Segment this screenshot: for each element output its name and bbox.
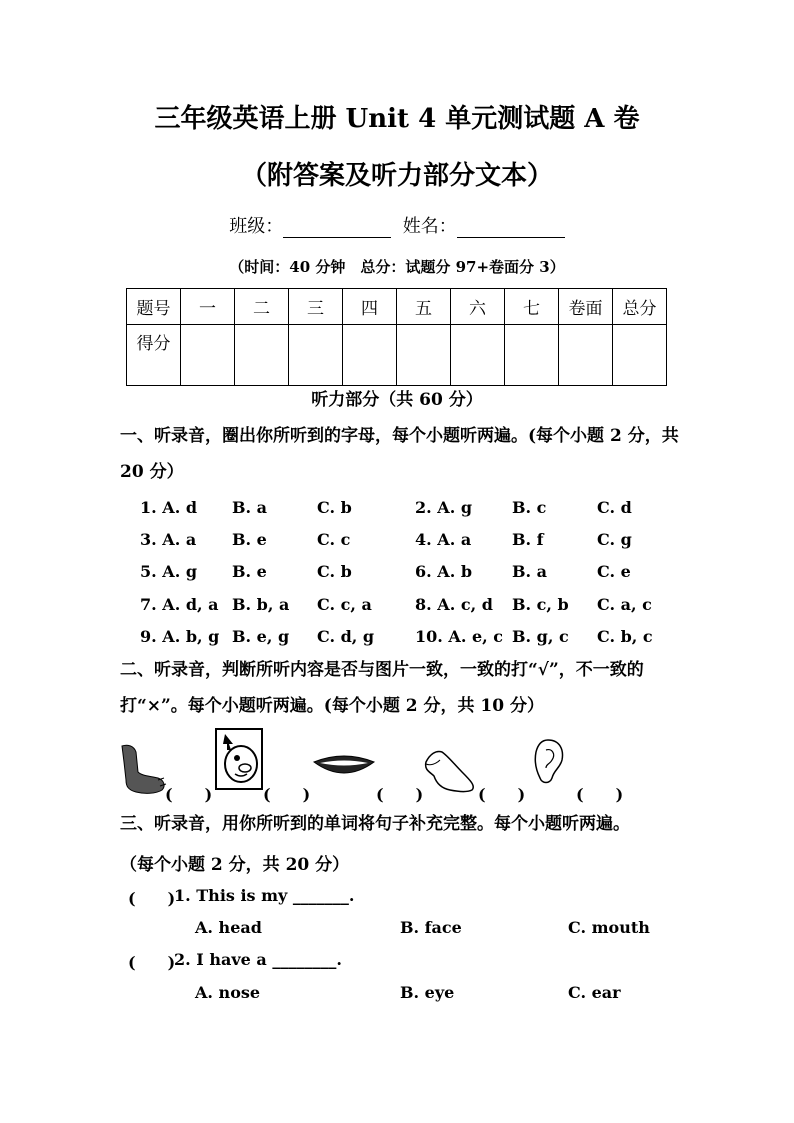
option-item: 3. A. a bbox=[140, 530, 197, 549]
question-2-text: 2. I have a ________. bbox=[174, 950, 342, 969]
option-item: B. g, c bbox=[512, 627, 569, 646]
option-item: B. eye bbox=[400, 983, 455, 1002]
option-item: 5. A. g bbox=[140, 562, 198, 581]
score-cell[interactable] bbox=[289, 325, 343, 386]
class-name-row bbox=[0, 212, 794, 238]
option-item: B. face bbox=[400, 918, 462, 937]
score-row-label: 得分 bbox=[127, 325, 181, 386]
option-item: A. head bbox=[195, 918, 262, 937]
option-item: B. f bbox=[512, 530, 544, 549]
option-item: 7. A. d, a bbox=[140, 595, 219, 614]
table-header-cell: 五 bbox=[397, 289, 451, 325]
table-header-cell: 总分 bbox=[613, 289, 667, 325]
table-header-cell: 六 bbox=[451, 289, 505, 325]
score-cell[interactable] bbox=[559, 325, 613, 386]
option-item: 6. A. b bbox=[415, 562, 473, 581]
answer-bracket[interactable]: ( ) bbox=[478, 785, 526, 804]
title-line-1: 三年级英语上册 Unit 4 单元测试题 A 卷 bbox=[154, 104, 640, 134]
option-item: 10. A. e, c bbox=[415, 627, 504, 646]
option-item: C. e bbox=[597, 562, 631, 581]
score-cell[interactable] bbox=[613, 325, 667, 386]
option-item: C. g bbox=[597, 530, 632, 549]
option-item: C. c bbox=[317, 530, 351, 549]
score-cell[interactable] bbox=[343, 325, 397, 386]
score-cell[interactable] bbox=[451, 325, 505, 386]
class-label: 班级： bbox=[229, 216, 284, 237]
table-header-cell: 一 bbox=[181, 289, 235, 325]
title-line-2: （附答案及听力部分文本） bbox=[240, 161, 553, 191]
option-item: B. c bbox=[512, 498, 547, 517]
option-item: C. mouth bbox=[568, 918, 650, 937]
score-table-header-row bbox=[127, 289, 667, 325]
section3-instruction: 三、听录音，用你所听到的单词将句子补充完整。每个小题听两遍。 bbox=[120, 814, 630, 834]
score-cell[interactable] bbox=[181, 325, 235, 386]
option-item: 9. A. b, g bbox=[140, 627, 220, 646]
option-item: B. a bbox=[232, 498, 268, 517]
listening-header: 听力部分（共 60 分） bbox=[311, 390, 483, 410]
table-header-cell: 题号 bbox=[127, 289, 181, 325]
option-item: B. e bbox=[232, 530, 267, 549]
table-header-cell: 七 bbox=[505, 289, 559, 325]
score-cell[interactable] bbox=[235, 325, 289, 386]
option-item: B. e, g bbox=[232, 627, 290, 646]
face-with-pointer-image bbox=[215, 728, 263, 790]
option-item: C. ear bbox=[568, 983, 621, 1002]
option-item: B. a bbox=[512, 562, 548, 581]
option-item: 2. A. g bbox=[415, 498, 473, 517]
option-item: B. c, b bbox=[512, 595, 569, 614]
question-1-bracket[interactable]: ( ) bbox=[128, 889, 176, 908]
table-header-cell: 四 bbox=[343, 289, 397, 325]
answer-bracket[interactable]: ( ) bbox=[165, 785, 213, 804]
option-item: 8. A. c, d bbox=[415, 595, 493, 614]
answer-bracket[interactable]: ( ) bbox=[263, 785, 311, 804]
table-header-cell: 卷面 bbox=[559, 289, 613, 325]
mouth-image bbox=[312, 752, 376, 782]
option-item: A. nose bbox=[195, 983, 261, 1002]
foot-image bbox=[118, 742, 168, 798]
answer-bracket[interactable]: ( ) bbox=[576, 785, 624, 804]
score-cell[interactable] bbox=[505, 325, 559, 386]
table-header-cell: 三 bbox=[289, 289, 343, 325]
section3-score-note: （每个小题 2 分，共 20 分） bbox=[120, 855, 350, 875]
option-item: C. d, g bbox=[317, 627, 375, 646]
option-item: C. d bbox=[597, 498, 632, 517]
option-item: B. b, a bbox=[232, 595, 290, 614]
option-item: C. c, a bbox=[317, 595, 372, 614]
score-table bbox=[126, 288, 667, 386]
option-item: B. e bbox=[232, 562, 267, 581]
option-item: 1. A. d bbox=[140, 498, 198, 517]
time-info: （时间：40 分钟 总分：试题分 97+卷面分 3） bbox=[229, 258, 565, 276]
option-item: C. b, c bbox=[597, 627, 653, 646]
table-header-cell: 二 bbox=[235, 289, 289, 325]
score-cell[interactable] bbox=[397, 325, 451, 386]
name-label: 姓名： bbox=[402, 216, 457, 237]
name-blank[interactable] bbox=[457, 221, 565, 238]
question-2-bracket[interactable]: ( ) bbox=[128, 953, 176, 972]
option-item: 4. A. a bbox=[415, 530, 472, 549]
section2-instruction: 二、听录音，判断所听内容是否与图片一致，一致的打“√”，不一致的打“×”。每个小题听两遍。(每个小题 2 分，共 10 分） bbox=[120, 660, 644, 716]
option-item: C. a, c bbox=[597, 595, 652, 614]
option-item: C. b bbox=[317, 498, 352, 517]
question-1-text: 1. This is my _______. bbox=[174, 886, 355, 905]
ear-image bbox=[530, 738, 566, 786]
class-blank[interactable] bbox=[283, 221, 391, 238]
nose-image bbox=[420, 742, 478, 794]
answer-bracket[interactable]: ( ) bbox=[376, 785, 424, 804]
section1-instruction: 一、听录音，圈出你所听到的字母，每个小题听两遍。(每个小题 2 分，共 20 分） bbox=[120, 426, 679, 482]
option-item: C. b bbox=[317, 562, 352, 581]
score-table-score-row bbox=[127, 325, 667, 386]
